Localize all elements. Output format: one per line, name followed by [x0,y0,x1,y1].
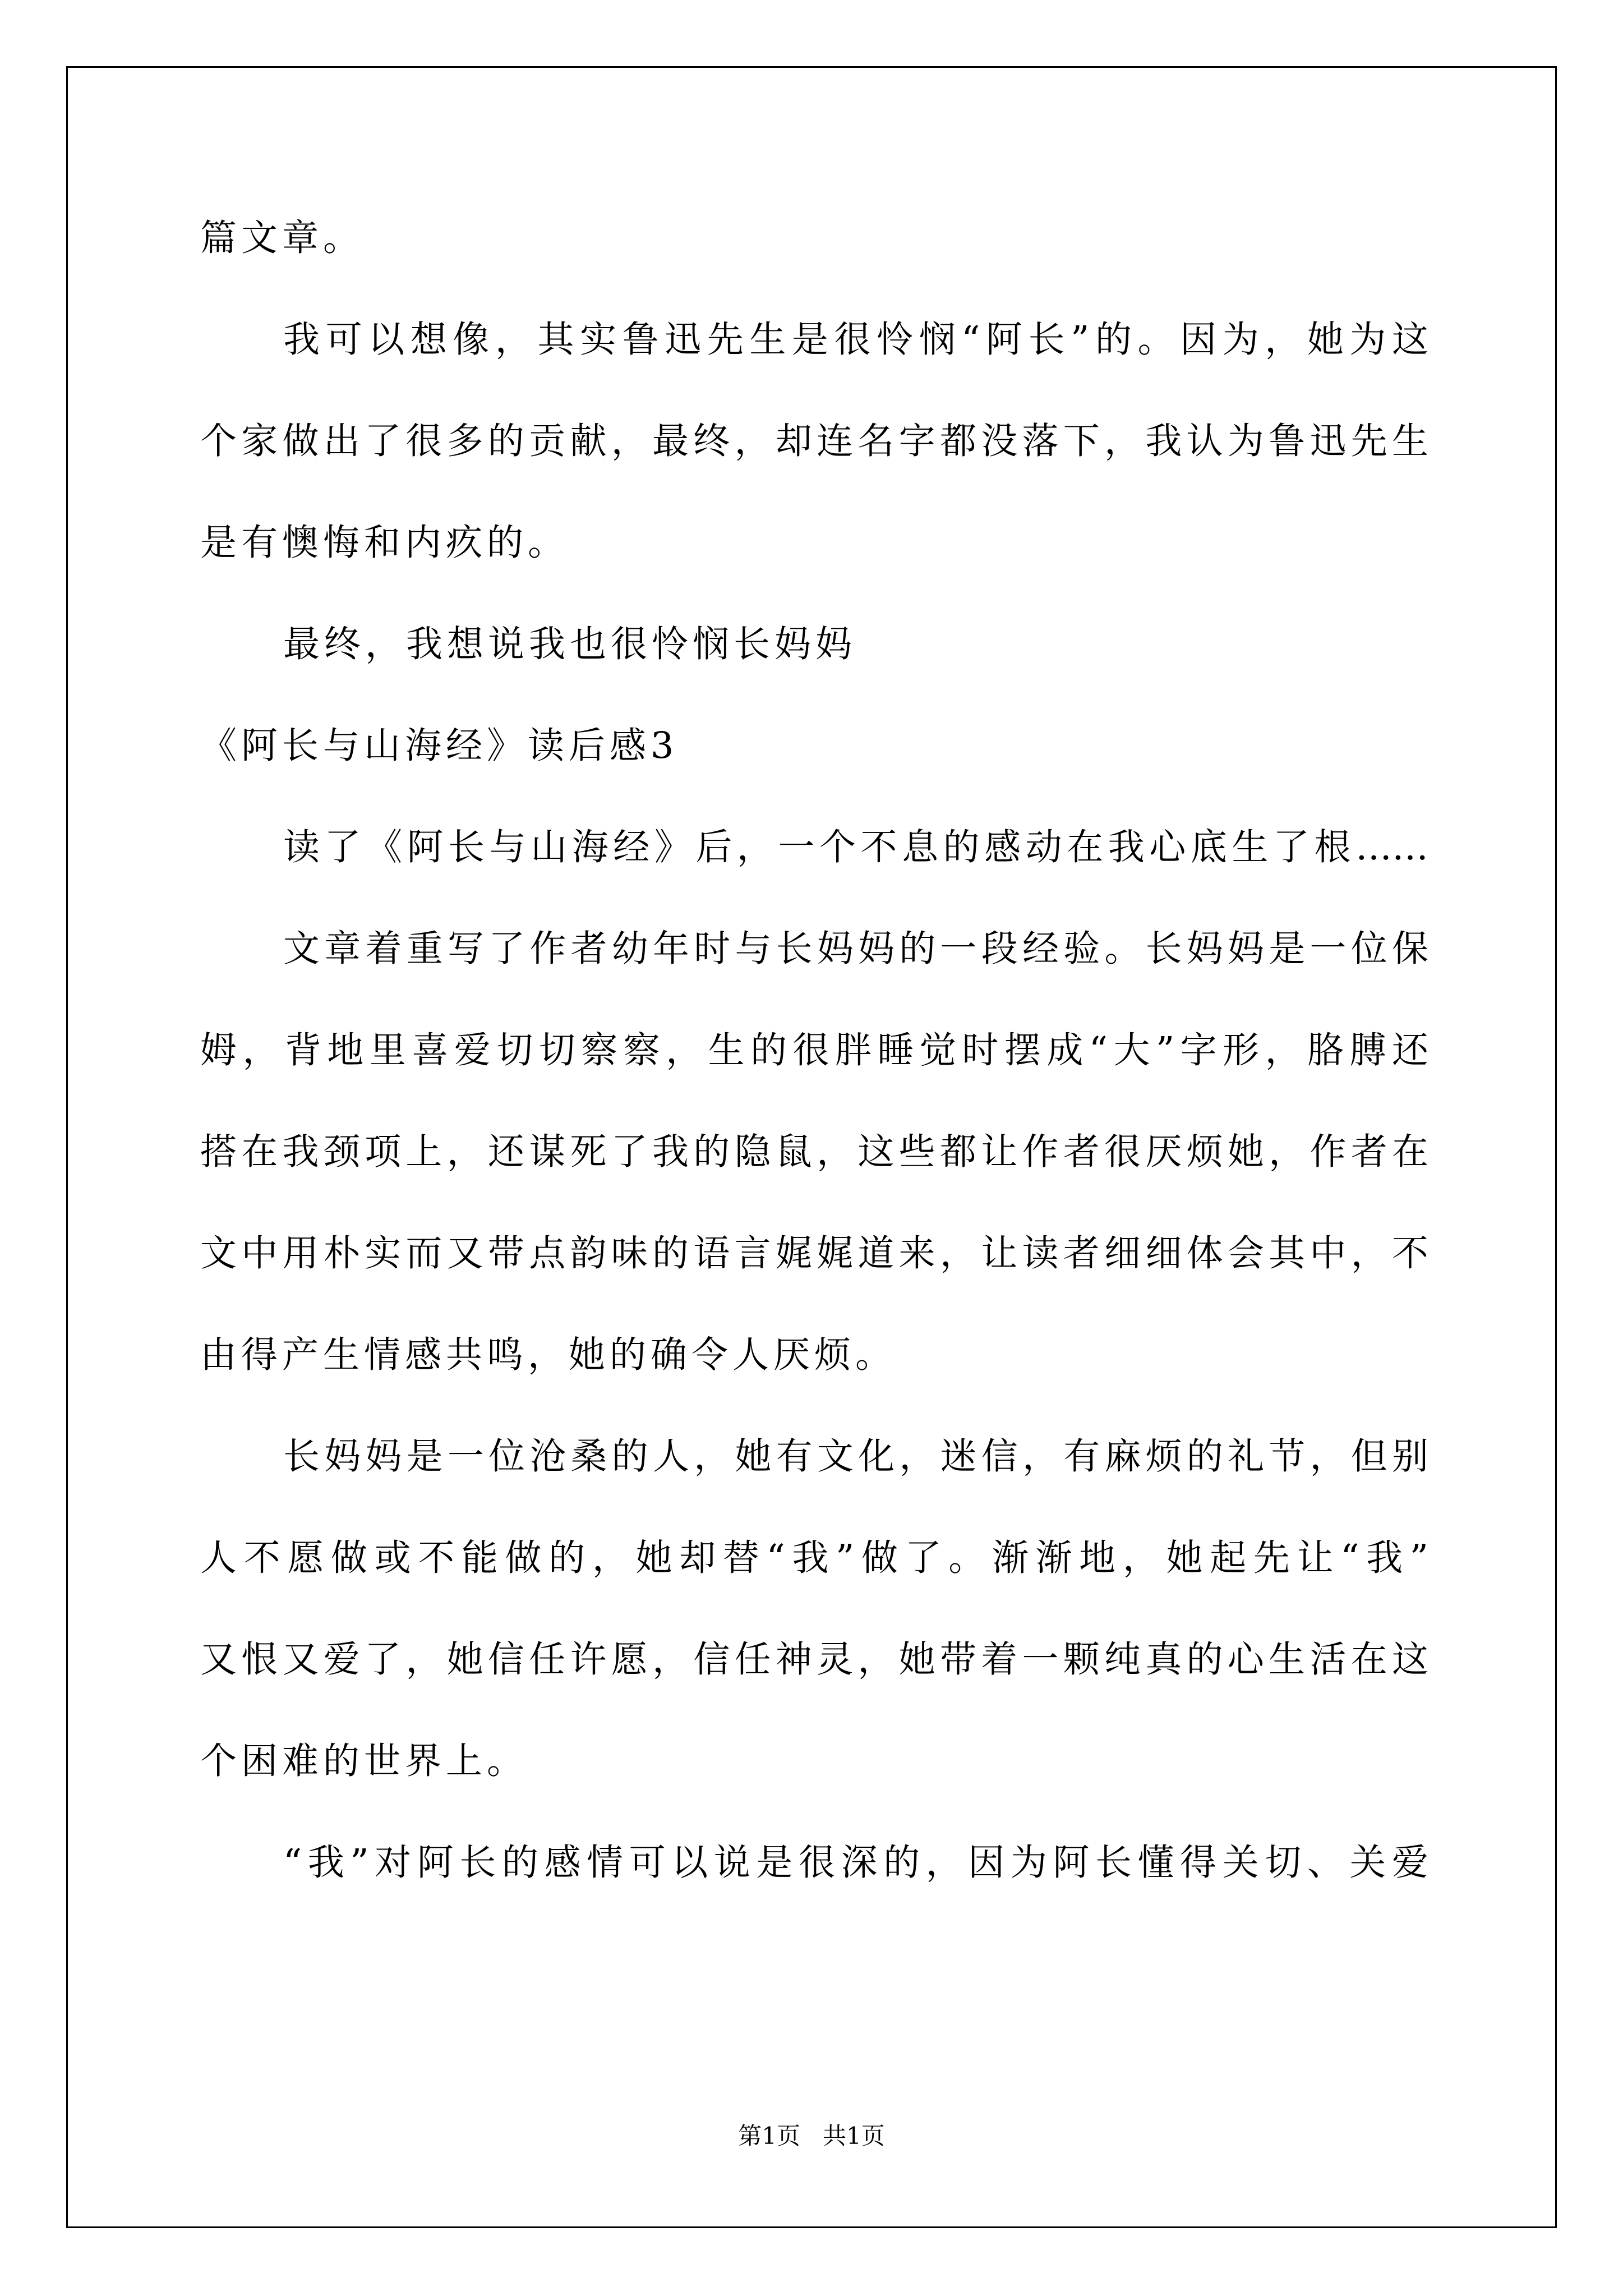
paragraph-line: 长妈妈是一位沧桑的人，她有文化，迷信，有麻烦的礼节，但别 [283,1435,1428,1478]
paragraph-line: 姆，背地里喜爱切切察察，生的很胖睡觉时摆成“大”字形，胳膊还 [200,1029,1428,1071]
paragraph-line: 由得产生情感共鸣，她的确令人厌烦。 [200,1334,897,1376]
paragraph-line: 个困难的世界上。 [200,1740,528,1782]
paragraph-line: 我可以想像，其实鲁迅先生是很怜悯“阿长”的。因为，她为这 [283,319,1428,361]
paragraph-line: 又恨又爱了，她信任许愿，信任神灵，她带着一颗纯真的心生活在这 [200,1639,1428,1681]
paragraph-line: 个家做出了很多的贡献，最终，却连名字都没落下，我认为鲁迅先生 [200,420,1428,462]
paragraph-line: 篇文章。 [200,217,365,259]
section-heading: 《阿长与山海经》读后感3 [200,725,679,767]
paragraph-line: 人不愿做或不能做的，她却替“我”做了。渐渐地，她起先让“我” [200,1537,1428,1579]
paragraph-line: 搭在我颈项上，还谋死了我的隐鼠，这些都让作者很厌烦她，作者在 [200,1131,1428,1173]
paragraph-line: 读了《阿长与山海经》后，一个不息的感动在我心底生了根…… [283,826,1428,868]
paragraph-line: 最终，我想说我也很怜悯长妈妈 [283,623,857,665]
paragraph-line: 文中用朴实而又带点韵味的语言娓娓道来，让读者细细体会其中，不 [200,1232,1428,1274]
paragraph-line: 文章着重写了作者幼年时与长妈妈的一段经验。长妈妈是一位保 [283,928,1428,970]
paragraph-line: 是有懊悔和内疚的。 [200,522,569,564]
paragraph-line: “我”对阿长的感情可以说是很深的，因为阿长懂得关切、关爱 [283,1842,1428,1884]
page-number-footer: 第1页 共1页 [738,2122,885,2150]
